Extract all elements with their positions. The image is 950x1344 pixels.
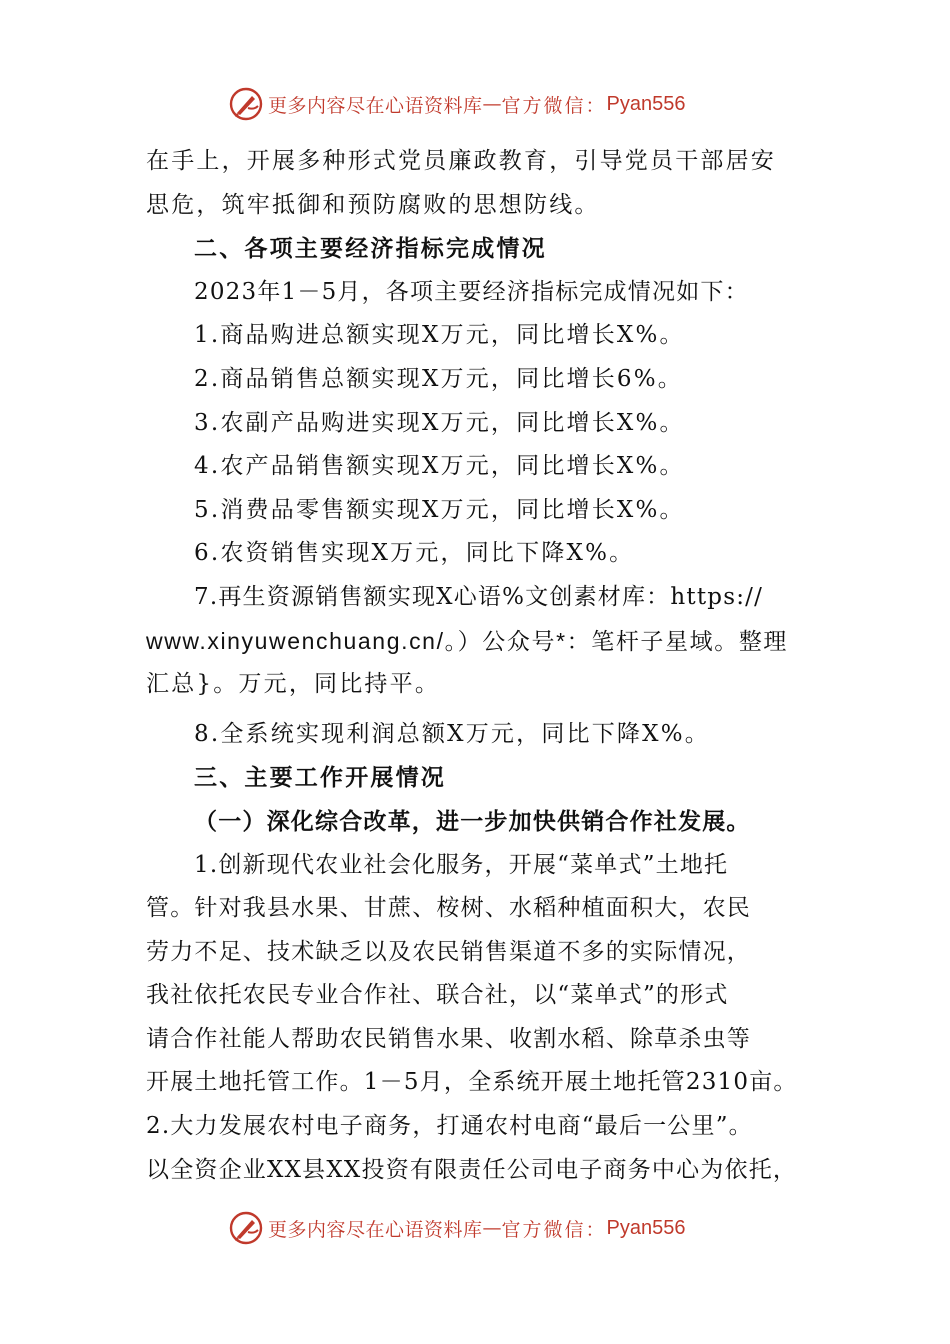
pen-logo-icon — [228, 86, 264, 122]
subsection-heading: （一）深化综合改革，进一步加快供销合作社发展。 — [194, 807, 751, 835]
watermark-text: 更多内容尽在心语资料库 — [268, 94, 483, 117]
document-body — [146, 140, 806, 1192]
list-item: 3.农副产品购进实现X万元，同比增长X%。 — [194, 409, 685, 436]
section-heading: 三、主要工作开展情况 — [194, 764, 446, 792]
watermark-label: 官方微信： — [501, 94, 607, 117]
section-heading: 二、各项主要经济指标完成情况 — [194, 235, 547, 263]
paragraph-line: 在手上，开展多种形式党员廉政教育，引导党员干部居安 — [146, 148, 776, 174]
paragraph-line: 我社依托农民专业合作社、联合社，以“菜单式”的形式 — [146, 982, 729, 1009]
watermark-text: 更多内容尽在心语资料库 — [268, 1218, 483, 1241]
pen-logo-icon — [228, 1210, 264, 1246]
watermark-separator: — — [482, 93, 502, 115]
list-item: 5.消费品零售额实现X万元，同比增长X%。 — [194, 496, 685, 523]
list-item: 1.商品购进总额实现X万元，同比增长X%。 — [194, 322, 685, 349]
list-item: 2.商品销售总额实现X万元，同比增长6%。 — [194, 365, 684, 392]
list-item: 6.农资销售实现X万元，同比下降X%。 — [194, 540, 635, 567]
paragraph-line: 2023年1－5月，各项主要经济指标完成情况如下： — [194, 278, 749, 305]
watermark-label: 官方微信： — [501, 1218, 607, 1241]
paragraph-line: 2.大力发展农村电子商务，打通农村电商“最后一公里”。 — [146, 1113, 753, 1140]
paragraph-line: 请合作社能人帮助农民销售水果、收割水稻、除草杀虫等 — [146, 1025, 751, 1052]
paragraph-line: 管。针对我县水果、甘蔗、桉树、水稻种植面积大，农民 — [146, 895, 751, 922]
paragraph-line: 思危，筑牢抵御和预防腐败的思想防线。 — [146, 191, 600, 218]
paragraph-line: 汇总}。万元，同比持平。 — [146, 671, 441, 698]
list-item: 7.再生资源销售额实现X心语%文创素材库：https:// — [194, 583, 764, 610]
list-item: 4.农产品销售额实现X万元，同比增长X%。 — [194, 453, 685, 480]
paragraph-line: 以全资企业XX县XX投资有限责任公司电子商务中心为依托， — [146, 1156, 798, 1183]
watermark-separator: — — [482, 1217, 502, 1239]
watermark-id: Pyan556 — [606, 92, 686, 115]
watermark-footer — [228, 1208, 686, 1248]
paragraph-line: www.xinyuwenchuang.cn/。）公众号*：笔杆子星域。整理 — [146, 627, 789, 654]
watermark-id: Pyan556 — [606, 1216, 686, 1239]
watermark-header — [228, 84, 686, 124]
list-item: 8.全系统实现利润总额X万元，同比下降X%。 — [194, 720, 710, 747]
paragraph-line: 1.创新现代农业社会化服务，开展“菜单式”土地托 — [194, 851, 729, 878]
paragraph-line: 开展土地托管工作。1－5月，全系统开展土地托管2310亩。 — [146, 1069, 798, 1096]
paragraph-line: 劳力不足、技术缺乏以及农民销售渠道不多的实际情况， — [146, 938, 751, 965]
